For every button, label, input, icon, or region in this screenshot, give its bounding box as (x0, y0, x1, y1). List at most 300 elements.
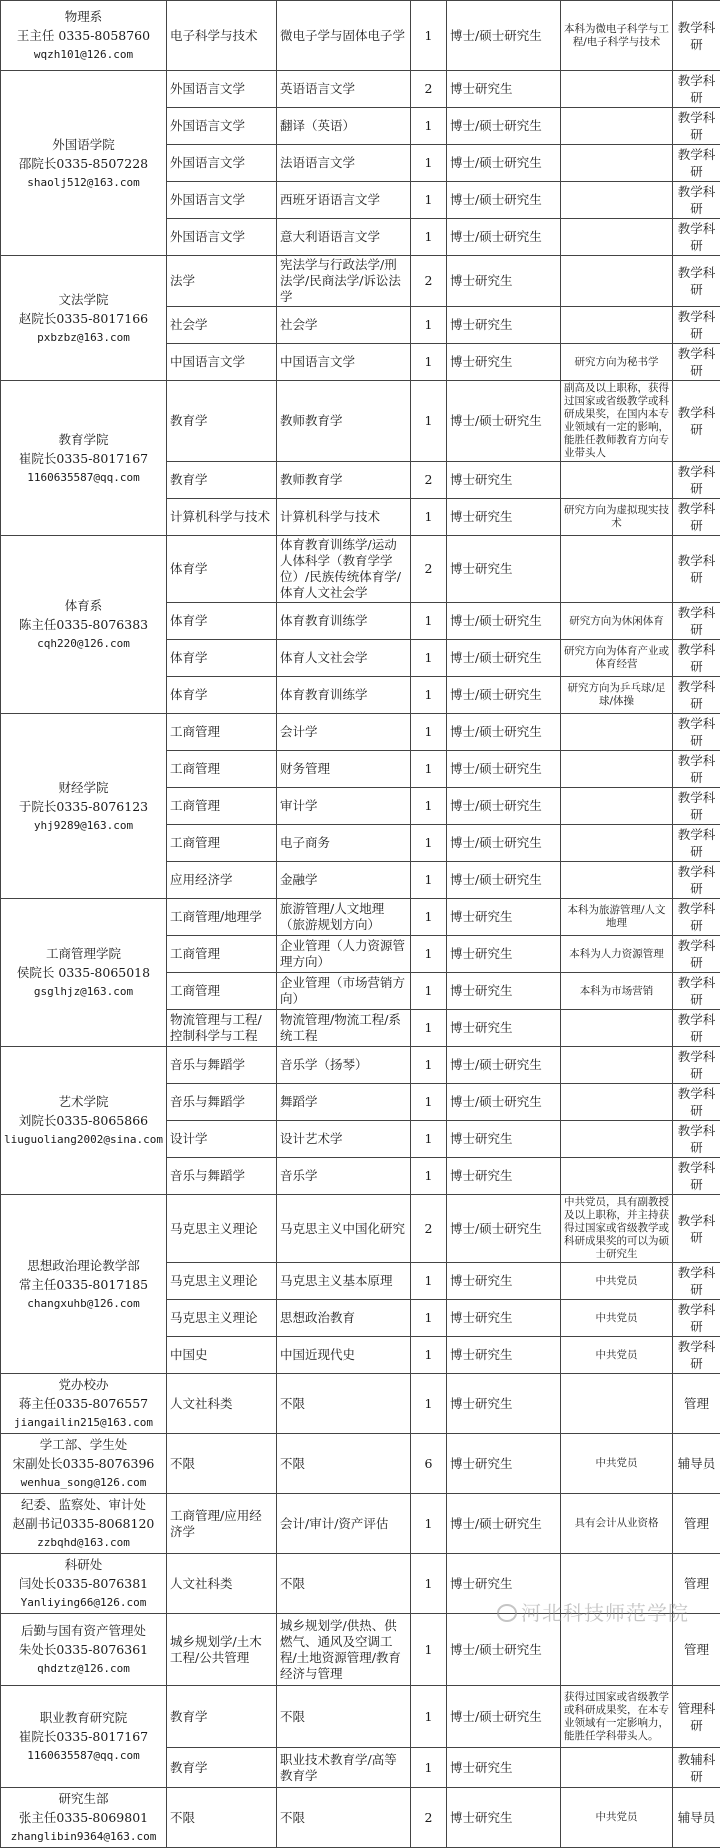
count-cell: 1 (411, 1263, 447, 1300)
count-cell: 1 (411, 381, 447, 462)
degree-cell: 博士/硕士研究生 (447, 603, 561, 640)
position-type-cell: 教学科研 (673, 1121, 720, 1158)
requirement-cell: 中共党员 (561, 1788, 673, 1848)
requirement-cell (561, 1047, 673, 1084)
department-cell (1, 1195, 167, 1374)
department-cell (1, 71, 167, 256)
requirement-cell (561, 145, 673, 182)
position-type-cell: 教学科研 (673, 1084, 720, 1121)
degree-cell: 博士/硕士研究生 (447, 1195, 561, 1263)
count-cell: 1 (411, 307, 447, 344)
requirement-cell (561, 108, 673, 145)
count-cell: 1 (411, 1300, 447, 1337)
table-row (1, 1, 720, 71)
position-type-cell: 管理 (673, 1554, 720, 1614)
discipline-cell: 人文社科类 (167, 1374, 277, 1434)
discipline-cell: 音乐与舞蹈学 (167, 1047, 277, 1084)
major-cell: 财务管理 (277, 751, 411, 788)
position-type-cell: 教学科研 (673, 536, 720, 603)
department-name: 后勤与国有资产管理处 (4, 1621, 163, 1640)
count-cell: 1 (411, 936, 447, 973)
major-cell: 不限 (277, 1374, 411, 1434)
position-type-cell: 教学科研 (673, 1337, 720, 1374)
requirement-cell (561, 1084, 673, 1121)
degree-cell: 博士研究生 (447, 1434, 561, 1494)
major-cell: 不限 (277, 1434, 411, 1494)
degree-cell: 博士研究生 (447, 1121, 561, 1158)
discipline-cell: 法学 (167, 256, 277, 307)
count-cell: 1 (411, 640, 447, 677)
position-type-cell: 教学科研 (673, 973, 720, 1010)
position-type-cell: 教学科研 (673, 499, 720, 536)
discipline-cell: 人文社科类 (167, 1554, 277, 1614)
requirement-cell (561, 788, 673, 825)
table-row (1, 71, 720, 108)
major-cell: 体育人文社会学 (277, 640, 411, 677)
degree-cell: 博士研究生 (447, 1010, 561, 1047)
department-contact: 张主任0335-8069801 (4, 1808, 163, 1827)
department-contact: 陈主任0335-8076383 (4, 615, 163, 634)
position-type-cell: 教学科研 (673, 1195, 720, 1263)
discipline-cell: 音乐与舞蹈学 (167, 1158, 277, 1195)
requirement-cell (561, 536, 673, 603)
major-cell: 音乐学（扬琴） (277, 1047, 411, 1084)
count-cell: 1 (411, 145, 447, 182)
major-cell: 会计/审计/资产评估 (277, 1494, 411, 1554)
department-name: 财经学院 (4, 778, 163, 797)
requirement-cell: 副高及以上职称，获得过国家或省级教学或科研成果奖，在国内本专业领域有一定的影响，能胜任教师教育方向专业带头人 (561, 381, 673, 462)
count-cell: 1 (411, 1084, 447, 1121)
degree-cell: 博士研究生 (447, 1337, 561, 1374)
count-cell: 6 (411, 1434, 447, 1494)
requirement-cell (561, 462, 673, 499)
department-contact: 蒋主任0335-8076557 (4, 1394, 163, 1413)
discipline-cell: 社会学 (167, 307, 277, 344)
discipline-cell: 不限 (167, 1434, 277, 1494)
degree-cell: 博士研究生 (447, 973, 561, 1010)
requirement-cell: 本科为市场营销 (561, 973, 673, 1010)
department-contact: 闫处长0335-8076381 (4, 1574, 163, 1593)
degree-cell: 博士/硕士研究生 (447, 751, 561, 788)
department-email: zhanglibin9364@163.com (4, 1827, 163, 1846)
position-type-cell: 教学科研 (673, 381, 720, 462)
major-cell: 社会学 (277, 307, 411, 344)
discipline-cell: 计算机科学与技术 (167, 499, 277, 536)
department-cell (1, 536, 167, 714)
count-cell: 1 (411, 603, 447, 640)
major-cell: 马克思主义中国化研究 (277, 1195, 411, 1263)
department-email: yhj9289@163.com (4, 816, 163, 835)
requirement-cell (561, 182, 673, 219)
degree-cell: 博士/硕士研究生 (447, 1047, 561, 1084)
discipline-cell: 教育学 (167, 1686, 277, 1748)
position-type-cell: 管理 (673, 1494, 720, 1554)
department-email: cqh220@126.com (4, 634, 163, 653)
discipline-cell: 体育学 (167, 603, 277, 640)
degree-cell: 博士研究生 (447, 462, 561, 499)
discipline-cell: 工商管理 (167, 788, 277, 825)
degree-cell: 博士/硕士研究生 (447, 825, 561, 862)
department-cell (1, 1047, 167, 1195)
count-cell: 1 (411, 751, 447, 788)
degree-cell: 博士/硕士研究生 (447, 145, 561, 182)
department-contact: 王主任 0335-8058760 (4, 26, 163, 45)
major-cell: 中国语言文学 (277, 344, 411, 381)
major-cell: 计算机科学与技术 (277, 499, 411, 536)
requirement-cell: 中共党员，具有副教授及以上职称，并主持获得过国家或省级教学或科研成果奖的可以为硕士研究生 (561, 1195, 673, 1263)
table-row (1, 1686, 720, 1748)
degree-cell: 博士研究生 (447, 71, 561, 108)
discipline-cell: 工商管理 (167, 973, 277, 1010)
degree-cell: 博士/硕士研究生 (447, 182, 561, 219)
major-cell: 西班牙语语言文学 (277, 182, 411, 219)
requirement-cell (561, 219, 673, 256)
count-cell: 1 (411, 714, 447, 751)
discipline-cell: 工商管理/地理学 (167, 899, 277, 936)
discipline-cell: 工商管理 (167, 936, 277, 973)
major-cell: 音乐学 (277, 1158, 411, 1195)
requirement-cell: 中共党员 (561, 1337, 673, 1374)
major-cell: 不限 (277, 1554, 411, 1614)
position-type-cell: 教学科研 (673, 1263, 720, 1300)
discipline-cell: 外国语言文学 (167, 182, 277, 219)
count-cell: 1 (411, 1614, 447, 1686)
count-cell: 2 (411, 462, 447, 499)
department-name: 艺术学院 (4, 1092, 163, 1111)
requirement-cell (561, 714, 673, 751)
count-cell: 1 (411, 108, 447, 145)
requirement-cell: 研究方向为虚拟现实技术 (561, 499, 673, 536)
count-cell: 2 (411, 536, 447, 603)
table-row (1, 1494, 720, 1554)
position-type-cell: 教学科研 (673, 108, 720, 145)
count-cell: 2 (411, 1788, 447, 1848)
degree-cell: 博士研究生 (447, 499, 561, 536)
degree-cell: 博士研究生 (447, 1158, 561, 1195)
requirement-cell (561, 1554, 673, 1614)
requirement-cell: 本科为微电子科学与工程/电子科学与技术 (561, 1, 673, 71)
degree-cell: 博士/硕士研究生 (447, 219, 561, 256)
requirement-cell: 研究方向为休闲体育 (561, 603, 673, 640)
discipline-cell: 马克思主义理论 (167, 1263, 277, 1300)
department-contact: 于院长0335-8076123 (4, 797, 163, 816)
department-cell (1, 899, 167, 1047)
position-type-cell: 教学科研 (673, 462, 720, 499)
department-name: 体育系 (4, 596, 163, 615)
department-contact: 赵副书记0335-8068120 (4, 1514, 163, 1533)
department-cell (1, 1554, 167, 1614)
position-type-cell: 教学科研 (673, 256, 720, 307)
major-cell: 金融学 (277, 862, 411, 899)
major-cell: 企业管理（人力资源管理方向） (277, 936, 411, 973)
department-email: 1160635587@qq.com (4, 1746, 163, 1765)
major-cell: 不限 (277, 1788, 411, 1848)
department-email: jiangailin215@163.com (4, 1413, 163, 1432)
department-email: Yanliying66@126.com (4, 1593, 163, 1612)
discipline-cell: 工商管理/应用经济学 (167, 1494, 277, 1554)
major-cell: 马克思主义基本原理 (277, 1263, 411, 1300)
department-contact: 邵院长0335-8507228 (4, 154, 163, 173)
count-cell: 1 (411, 825, 447, 862)
department-name: 文法学院 (4, 290, 163, 309)
degree-cell: 博士/硕士研究生 (447, 788, 561, 825)
degree-cell: 博士研究生 (447, 1263, 561, 1300)
count-cell: 1 (411, 1158, 447, 1195)
discipline-cell: 设计学 (167, 1121, 277, 1158)
position-type-cell: 教辅科研 (673, 1748, 720, 1788)
department-name: 物理系 (4, 7, 163, 26)
table-row (1, 1195, 720, 1263)
discipline-cell: 马克思主义理论 (167, 1300, 277, 1337)
degree-cell: 博士研究生 (447, 936, 561, 973)
position-type-cell: 教学科研 (673, 899, 720, 936)
degree-cell: 博士研究生 (447, 256, 561, 307)
table-row (1, 256, 720, 307)
discipline-cell: 教育学 (167, 462, 277, 499)
position-type-cell: 管理科研 (673, 1686, 720, 1748)
department-email: zzbqhd@163.com (4, 1533, 163, 1552)
count-cell: 1 (411, 219, 447, 256)
discipline-cell: 体育学 (167, 536, 277, 603)
department-email: changxuhb@126.com (4, 1294, 163, 1313)
department-email: wenhua_song@126.com (4, 1473, 163, 1492)
position-type-cell: 教学科研 (673, 219, 720, 256)
degree-cell: 博士/硕士研究生 (447, 1, 561, 71)
discipline-cell: 工商管理 (167, 751, 277, 788)
requirement-cell (561, 1010, 673, 1047)
count-cell: 1 (411, 1554, 447, 1614)
department-cell (1, 1494, 167, 1554)
requirement-cell (561, 1121, 673, 1158)
degree-cell: 博士/硕士研究生 (447, 677, 561, 714)
department-name: 职业教育研究院 (4, 1708, 163, 1727)
requirement-cell: 研究方向为乒乓球/足球/体操 (561, 677, 673, 714)
requirement-cell (561, 307, 673, 344)
degree-cell: 博士研究生 (447, 1554, 561, 1614)
major-cell: 教师教育学 (277, 462, 411, 499)
discipline-cell: 工商管理 (167, 825, 277, 862)
discipline-cell: 马克思主义理论 (167, 1195, 277, 1263)
count-cell: 1 (411, 499, 447, 536)
department-email: gsglhjz@163.com (4, 982, 163, 1001)
department-email: liuguoliang2002@sina.com (4, 1130, 163, 1149)
major-cell: 翻译（英语） (277, 108, 411, 145)
major-cell: 舞蹈学 (277, 1084, 411, 1121)
count-cell: 1 (411, 788, 447, 825)
requirement-cell (561, 1158, 673, 1195)
degree-cell: 博士/硕士研究生 (447, 1686, 561, 1748)
major-cell: 微电子学与固体电子学 (277, 1, 411, 71)
position-type-cell: 教学科研 (673, 825, 720, 862)
table-row (1, 1788, 720, 1848)
department-cell (1, 256, 167, 381)
department-name: 研究生部 (4, 1789, 163, 1808)
department-contact: 朱处长0335-8076361 (4, 1640, 163, 1659)
degree-cell: 博士研究生 (447, 899, 561, 936)
position-type-cell: 教学科研 (673, 1158, 720, 1195)
department-name: 学工部、学生处 (4, 1435, 163, 1454)
count-cell: 1 (411, 677, 447, 714)
position-type-cell: 教学科研 (673, 714, 720, 751)
discipline-cell: 外国语言文学 (167, 108, 277, 145)
department-name: 外国语学院 (4, 135, 163, 154)
count-cell: 1 (411, 1686, 447, 1748)
discipline-cell: 外国语言文学 (167, 145, 277, 182)
count-cell: 2 (411, 71, 447, 108)
position-type-cell: 教学科研 (673, 677, 720, 714)
position-type-cell: 管理 (673, 1614, 720, 1686)
discipline-cell: 音乐与舞蹈学 (167, 1084, 277, 1121)
discipline-cell: 电子科学与技术 (167, 1, 277, 71)
department-email: pxbzbz@163.com (4, 328, 163, 347)
count-cell: 1 (411, 1374, 447, 1434)
position-type-cell: 教学科研 (673, 182, 720, 219)
department-name: 教育学院 (4, 430, 163, 449)
requirement-cell: 本科为人力资源管理 (561, 936, 673, 973)
count-cell: 1 (411, 899, 447, 936)
discipline-cell: 中国语言文学 (167, 344, 277, 381)
table-row (1, 1374, 720, 1434)
degree-cell: 博士研究生 (447, 536, 561, 603)
count-cell: 1 (411, 1047, 447, 1084)
degree-cell: 博士/硕士研究生 (447, 381, 561, 462)
position-type-cell: 教学科研 (673, 145, 720, 182)
requirement-cell (561, 71, 673, 108)
position-type-cell: 教学科研 (673, 751, 720, 788)
position-type-cell: 教学科研 (673, 344, 720, 381)
discipline-cell: 体育学 (167, 640, 277, 677)
major-cell: 电子商务 (277, 825, 411, 862)
degree-cell: 博士研究生 (447, 344, 561, 381)
major-cell: 中国近现代史 (277, 1337, 411, 1374)
department-email: wqzh101@126.com (4, 45, 163, 64)
department-cell (1, 1, 167, 71)
degree-cell: 博士/硕士研究生 (447, 108, 561, 145)
position-type-cell: 教学科研 (673, 936, 720, 973)
department-contact: 宋副处长0335-8076396 (4, 1454, 163, 1473)
degree-cell: 博士/硕士研究生 (447, 1614, 561, 1686)
discipline-cell: 不限 (167, 1788, 277, 1848)
table-row (1, 714, 720, 751)
major-cell: 企业管理（市场营销方向） (277, 973, 411, 1010)
count-cell: 1 (411, 1337, 447, 1374)
degree-cell: 博士/硕士研究生 (447, 862, 561, 899)
major-cell: 物流管理/物流工程/系统工程 (277, 1010, 411, 1047)
table-row (1, 899, 720, 936)
discipline-cell: 外国语言文学 (167, 219, 277, 256)
count-cell: 1 (411, 973, 447, 1010)
department-email: shaolj512@163.com (4, 173, 163, 192)
table-row (1, 1047, 720, 1084)
discipline-cell: 教育学 (167, 1748, 277, 1788)
major-cell: 职业技术教育学/高等教育学 (277, 1748, 411, 1788)
major-cell: 法语语言文学 (277, 145, 411, 182)
department-name: 工商管理学院 (4, 944, 163, 963)
requirement-cell: 获得过国家或省级教学或科研成果奖，在本专业领域有一定影响力，能胜任学科带头人。 (561, 1686, 673, 1748)
department-cell (1, 1686, 167, 1788)
requirement-cell (561, 1374, 673, 1434)
department-name: 党办校办 (4, 1375, 163, 1394)
department-contact: 赵院长0335-8017166 (4, 309, 163, 328)
discipline-cell: 中国史 (167, 1337, 277, 1374)
count-cell: 1 (411, 1010, 447, 1047)
position-type-cell: 辅导员 (673, 1788, 720, 1848)
discipline-cell: 体育学 (167, 677, 277, 714)
department-contact: 刘院长0335-8065866 (4, 1111, 163, 1130)
position-type-cell: 教学科研 (673, 862, 720, 899)
degree-cell: 博士/硕士研究生 (447, 1084, 561, 1121)
department-cell (1, 1788, 167, 1848)
major-cell: 体育教育训练学 (277, 603, 411, 640)
department-contact: 崔院长0335-8017167 (4, 449, 163, 468)
major-cell: 体育教育训练学 (277, 677, 411, 714)
degree-cell: 博士研究生 (447, 1788, 561, 1848)
position-type-cell: 教学科研 (673, 640, 720, 677)
requirement-cell: 研究方向为体育产业或体育经营 (561, 640, 673, 677)
position-type-cell: 教学科研 (673, 1047, 720, 1084)
department-cell (1, 381, 167, 536)
count-cell: 1 (411, 182, 447, 219)
requirement-cell: 中共党员 (561, 1263, 673, 1300)
position-type-cell: 教学科研 (673, 307, 720, 344)
degree-cell: 博士研究生 (447, 307, 561, 344)
count-cell: 1 (411, 344, 447, 381)
discipline-cell: 应用经济学 (167, 862, 277, 899)
requirement-cell (561, 862, 673, 899)
table-row (1, 1614, 720, 1686)
count-cell: 2 (411, 256, 447, 307)
table-row (1, 1434, 720, 1494)
table-row (1, 536, 720, 603)
count-cell: 2 (411, 1195, 447, 1263)
position-type-cell: 管理 (673, 1374, 720, 1434)
major-cell: 体育教育训练学/运动人体科学（教育学学位）/民族传统体育学/体育人文社会学 (277, 536, 411, 603)
position-type-cell: 教学科研 (673, 788, 720, 825)
department-cell (1, 1434, 167, 1494)
requirement-cell: 具有会计从业资格 (561, 1494, 673, 1554)
major-cell: 审计学 (277, 788, 411, 825)
degree-cell: 博士/硕士研究生 (447, 714, 561, 751)
table-row (1, 1554, 720, 1614)
requirement-cell (561, 256, 673, 307)
major-cell: 意大利语语言文学 (277, 219, 411, 256)
department-cell (1, 714, 167, 899)
position-type-cell: 教学科研 (673, 1300, 720, 1337)
requirement-cell: 中共党员 (561, 1434, 673, 1494)
department-contact: 崔院长0335-8017167 (4, 1727, 163, 1746)
position-type-cell: 辅导员 (673, 1434, 720, 1494)
requirement-cell: 研究方向为秘书学 (561, 344, 673, 381)
major-cell: 不限 (277, 1686, 411, 1748)
requirement-cell (561, 1748, 673, 1788)
department-email: qhdztz@126.com (4, 1659, 163, 1678)
position-type-cell: 教学科研 (673, 1010, 720, 1047)
major-cell: 旅游管理/人文地理（旅游规划方向） (277, 899, 411, 936)
degree-cell: 博士/硕士研究生 (447, 1494, 561, 1554)
major-cell: 会计学 (277, 714, 411, 751)
requirement-cell (561, 825, 673, 862)
requirement-cell: 中共党员 (561, 1300, 673, 1337)
discipline-cell: 外国语言文学 (167, 71, 277, 108)
major-cell: 设计艺术学 (277, 1121, 411, 1158)
requirement-cell (561, 751, 673, 788)
major-cell: 宪法学与行政法学/刑法学/民商法学/诉讼法学 (277, 256, 411, 307)
count-cell: 1 (411, 862, 447, 899)
position-type-cell: 教学科研 (673, 603, 720, 640)
major-cell: 城乡规划学/供热、供燃气、通风及空调工程/土地资源管理/教育经济与管理 (277, 1614, 411, 1686)
department-contact: 常主任0335-8017185 (4, 1275, 163, 1294)
department-cell (1, 1374, 167, 1434)
